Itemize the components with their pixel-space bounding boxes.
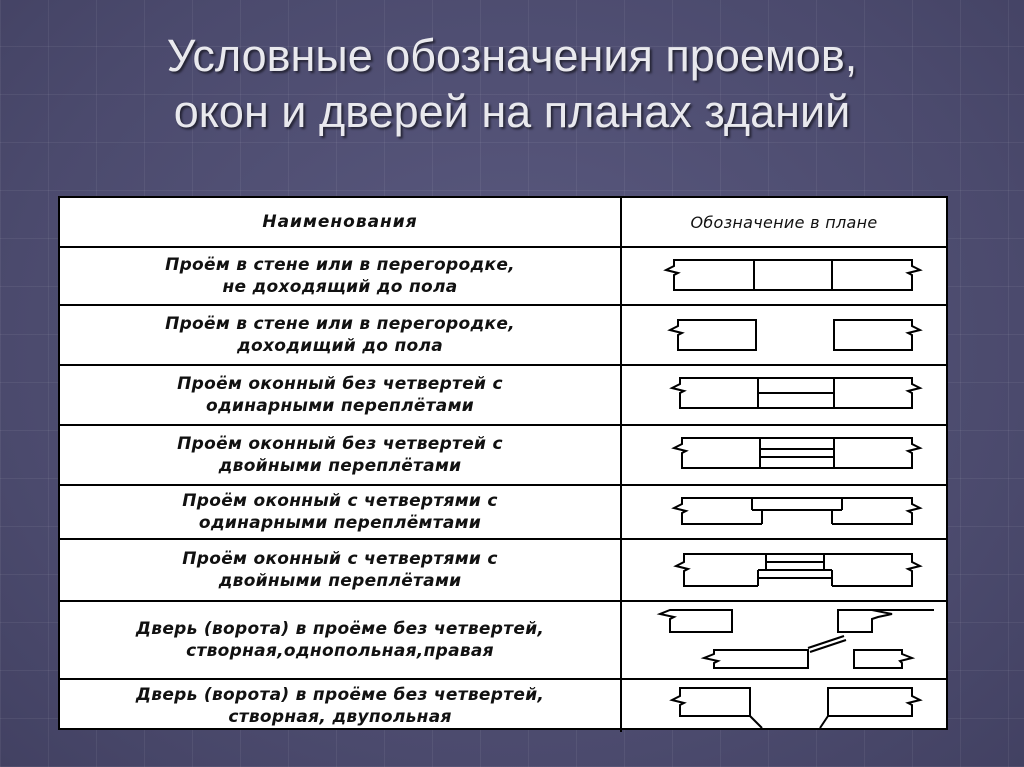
row-name-line-1: Дверь (ворота) в проёме без четвертей, [135, 619, 545, 639]
table-header-row [60, 198, 946, 248]
header-symbol-cell: Обозначение в плане [690, 212, 878, 232]
row-name-cell [60, 248, 622, 304]
symbol-window-no-quarters-single [622, 366, 946, 424]
table-row [60, 486, 946, 540]
symbol-window-no-quarters-double [622, 426, 946, 484]
slide-title-line-1: Условные обозначения проемов, [166, 30, 858, 81]
symbol-window-quarters-double [622, 540, 946, 600]
row-name-line-2: одинарными переплёмтами [198, 513, 482, 533]
row-name-cell [60, 426, 622, 484]
table-row [60, 366, 946, 426]
symbol-door-double [622, 680, 946, 732]
row-name-cell [60, 366, 622, 424]
symbol-opening-to-floor [622, 306, 946, 364]
row-name-line-2: доходищий до пола [236, 336, 443, 356]
slide-title [40, 28, 984, 140]
symbol-window-quarters-single [622, 486, 946, 538]
table-row [60, 602, 946, 680]
row-name-line-1: Проём в стене или в перегородке, [165, 314, 515, 334]
slide-title-line-2: окон и дверей на планах зданий [173, 86, 851, 137]
table-row [60, 248, 946, 306]
row-name-cell [60, 486, 622, 538]
row-name-cell [60, 540, 622, 600]
header-name-cell: Наименования [60, 198, 622, 246]
row-name-cell [60, 306, 622, 364]
row-name-line-1: Проём в стене или в перегородке, [165, 255, 515, 275]
symbols-table [58, 196, 948, 730]
row-name-line-2: створная,однопольная,правая [186, 641, 494, 661]
row-name-line-1: Дверь (ворота) в проёме без четвертей, [135, 685, 545, 705]
row-name-line-1: Проём оконный без четвертей с [177, 374, 503, 394]
row-name-line-2: двойными переплётами [218, 571, 462, 591]
table-row [60, 540, 946, 602]
row-name-line-2: створная, двупольная [228, 707, 452, 727]
symbol-door-single-right [622, 602, 946, 678]
row-name-cell [60, 602, 622, 678]
row-name-line-2: одинарными переплётами [206, 396, 474, 416]
table-row [60, 306, 946, 366]
row-name-line-2: двойными переплётами [218, 456, 462, 476]
symbol-opening-not-to-floor [622, 248, 946, 304]
row-name-cell [60, 680, 622, 732]
row-name-line-1: Проём оконный без четвертей с [177, 434, 503, 454]
table-row [60, 680, 946, 732]
row-name-line-2: не доходящий до пола [222, 277, 458, 297]
row-name-line-1: Проём оконный с четвертями с [182, 491, 498, 511]
table-row [60, 426, 946, 486]
row-name-line-1: Проём оконный с четвертями с [182, 549, 498, 569]
